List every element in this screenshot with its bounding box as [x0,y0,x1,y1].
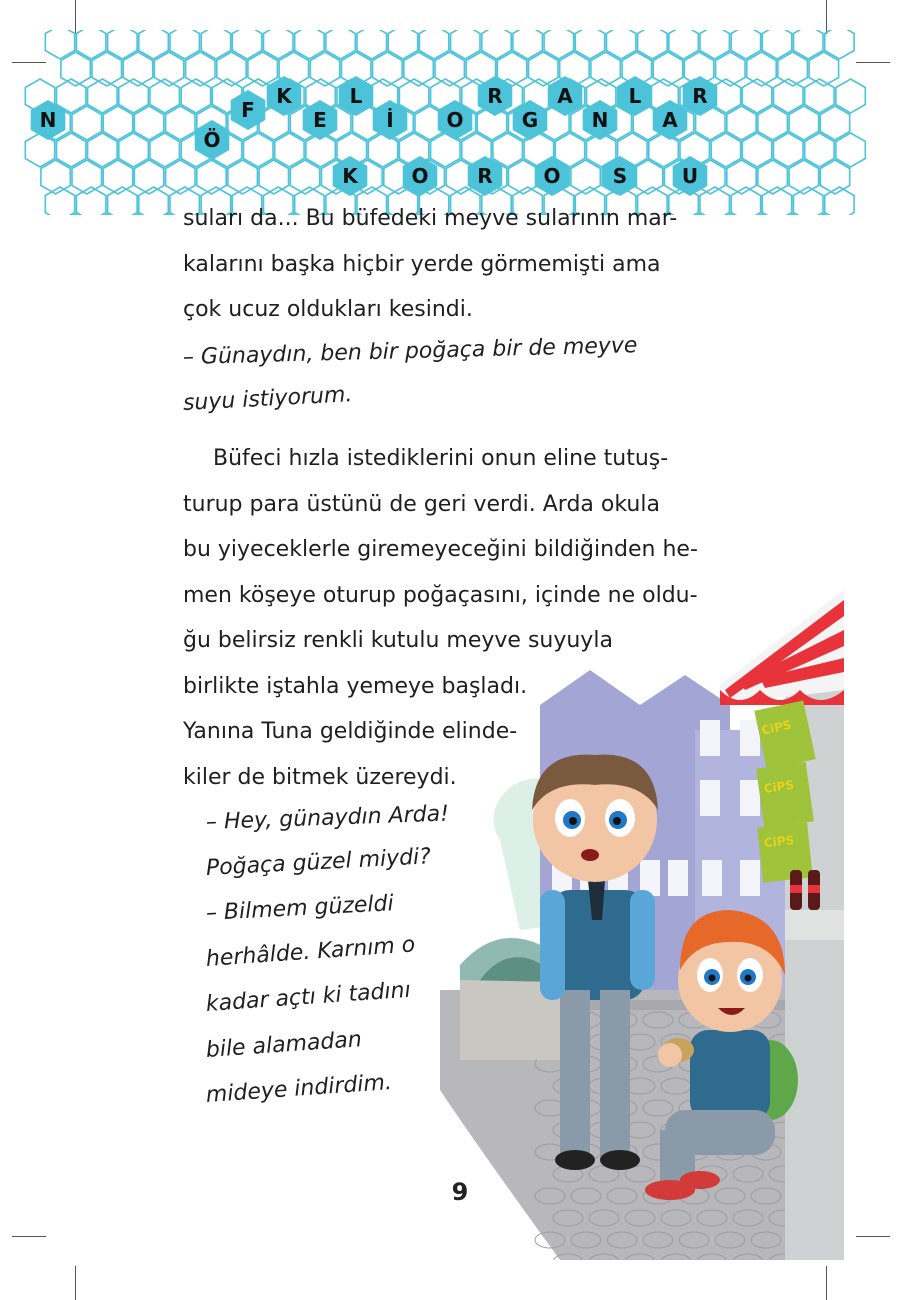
title-letter: R [487,84,503,108]
title-letter: A [662,108,678,132]
window [702,860,722,896]
hexagon-cell [88,133,118,167]
hexagon-cell [684,214,713,215]
title-letter: Ö [203,128,221,152]
title-letter: R [477,164,493,188]
hexagon-cell [244,133,274,167]
crop-mark [75,0,76,34]
window [740,860,760,896]
hexagon-cell [123,214,153,215]
title-letter: O [543,164,561,188]
window [740,720,760,756]
hexagon-cell [166,106,195,140]
text-line: – Günaydın, ben bir poğaça bir de meyve [182,333,638,370]
illustration-boys-at-kiosk [440,590,844,1260]
text-line: Poğaça güzel miydi? [205,843,432,881]
paragraph-1 [183,196,677,333]
hexagon-cell [836,133,865,167]
hexagon-cell [493,133,523,167]
text-line: – Bilmem güzeldi [205,891,395,926]
hexagon-cell [805,133,834,167]
text-line: Büfeci hızla istediklerini onun eline tutuş- [213,446,669,471]
chips-sign: CiPS [763,833,795,851]
crop-mark [826,1266,827,1300]
hexagon-cell [742,133,772,167]
text-line: Yanına Tuna geldiğinde elinde- [183,719,518,744]
title-letter: R [692,84,708,108]
text-line: çok ucuz oldukları kesindi. [183,297,473,322]
title-letter: İ [386,108,394,132]
title-letter: K [342,164,358,188]
hexagon-cell [103,106,133,140]
hexagon-cell [774,133,804,167]
hexagon-cell [747,214,776,215]
title-letter: E [313,108,327,132]
window [700,780,720,816]
title-letter: S [612,164,628,188]
hexagon-cell [154,214,183,215]
text-line: suyu istiyorum. [182,381,353,416]
hexagon-cell [150,133,179,167]
hexagon-cell [711,133,740,167]
title-letter: N [591,108,609,132]
text-line: men köşeye oturup poğaçasını, içinde ne oldu- [183,582,698,608]
title-letter: A [557,84,573,108]
title-letter: G [521,108,539,132]
chips-sign: CiPS [760,717,793,738]
hexagon-cell [72,106,102,140]
text-line: bile alamadan [205,1026,363,1063]
page-number: 9 [451,1178,469,1206]
text-line: kadar açtı ki tadını [205,977,412,1017]
hexagon-cell [92,214,122,215]
header-banner [0,30,900,215]
title-letter: K [276,84,292,108]
text-line: – Hey, günaydın Arda! [205,801,450,835]
text-line: turup para üstünü de geri verdi. Arda okula [183,491,660,517]
crop-mark [12,1236,46,1237]
dialogue-tuna [206,800,449,1119]
chips-sign: CiPS [762,777,795,796]
text-line: kiler de bitmek üzereydi. [183,764,457,790]
title-letter: F [241,98,255,122]
window [740,780,760,816]
dialogue-arda [183,335,638,426]
crop-mark [75,1266,76,1300]
hexagon-cell [119,133,149,167]
text-line: birlikte iştahla yemeye başladı. [183,673,528,699]
text-line: herhâlde. Karnım o [205,931,417,972]
hexagon-cell [809,214,839,215]
hexagon-cell [134,106,163,140]
hexagon-cell [57,133,86,167]
hexagon-cell [61,214,90,215]
hexagon-cell [649,133,679,167]
hexagon-cell [275,133,304,167]
text-line: kalarını başka hiçbir yerde görmemişti ama [183,251,661,277]
title-letter: U [681,164,699,188]
text-line: mideye indirdim. [205,1070,393,1108]
text-line: suları da... Bu büfedeki meyve sularının mar- [183,206,678,231]
text-line: ğu belirsiz renkli kutulu meyve suyuyla [183,628,613,653]
crop-mark [826,0,827,34]
hexagon-cell [836,79,865,113]
hexagon-cell [716,214,745,215]
hexagon-cell [789,106,819,140]
title-letter: L [628,84,642,108]
window [700,720,720,756]
title-letter: O [446,108,464,132]
title-letter: L [349,84,363,108]
title-letter: N [39,108,57,132]
text-line: bu yiyeceklerle giremeyeceğini bildiğinden he- [183,537,698,562]
window [668,860,688,896]
hexagon-cell [820,106,849,140]
title-letter: O [411,164,429,188]
hexagon-cell [778,214,808,215]
crop-mark [856,1236,890,1237]
hexagon-cell [758,106,788,140]
hexagon-cell [727,106,756,140]
